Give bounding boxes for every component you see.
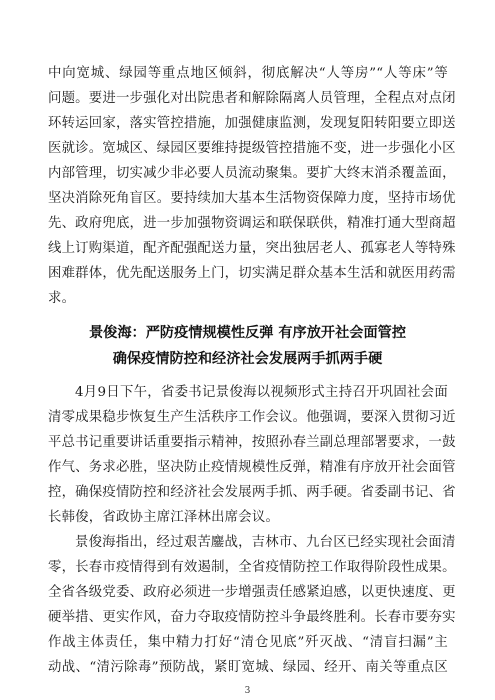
text-line: 先、政府兜底，进一步加强物资调运和联保联供，精准打通大型商超 bbox=[48, 216, 456, 231]
text-line: 景俊海指出，经过艰苦鏖战，吉林市、九台区已经实现社会面清 bbox=[75, 535, 456, 550]
text-line: 硬举措、更实作风，奋力夺取疫情防控斗争最终胜利。长春市要夯实 bbox=[48, 610, 456, 625]
text-line: 作战主体责任，集中精力打好“清仓见底”歼灭战、“清盲扫漏”主 bbox=[48, 635, 448, 650]
text-line: 求。 bbox=[48, 291, 76, 306]
text-line: 控，确保疫情防控和经济社会发展两手抓、两手硬。省委副书记、省 bbox=[48, 485, 456, 500]
text-line: 平总书记重要讲话重要指示精神，按照孙春兰副总理部署要求，一鼓 bbox=[48, 435, 456, 450]
text-line: 长韩俊，省政协主席江泽林出席会议。 bbox=[48, 510, 280, 525]
text-line: 作气、务求必胜，坚决防止疫情规模性反弹，精准有序放开社会面管 bbox=[48, 460, 456, 475]
text-line: 动战、“清污除毒”预防战，紧盯宽城、绿园、经开、南关等重点区 bbox=[48, 660, 448, 675]
text-line: 坚决消除死角盲区。要持续加大基本生活物资保障力度，坚持市场优 bbox=[48, 191, 456, 206]
text-line: 中向宽城、绿园等重点地区倾斜，彻底解决“人等房”“人等床”等 bbox=[48, 66, 448, 81]
text-line: 问题。要进一步强化对出院患者和解除隔离人员管理，全程点对点闭 bbox=[48, 91, 456, 106]
text-line: 线上订购渠道，配齐配强配送力量，突出独居老人、孤寡老人等特殊 bbox=[48, 241, 456, 256]
text-line: 困难群体，优先配送服务上门，切实满足群众基本生活和就医用药需 bbox=[48, 266, 456, 281]
headline-line-2: 确保疫情防控和经济社会发展两手抓两手硬 bbox=[112, 351, 383, 367]
text-line: 清零成果稳步恢复生产生活秩序工作会议。他强调，要深入贯彻习近 bbox=[48, 410, 456, 425]
text-line: 全省各级党委、政府必须进一步增强责任感紧迫感，以更快速度、更 bbox=[48, 585, 456, 600]
page-number: 3 bbox=[244, 686, 251, 696]
text-line: 医就诊。宽城区、绿园区要维持提级管控措施不变，进一步强化小区 bbox=[48, 141, 456, 156]
text-line: 内部管理，切实减少非必要人员流动聚集。要扩大终末消杀覆盖面， bbox=[48, 166, 456, 181]
text-line: 零，长春市疫情得到有效遏制，全省疫情防控工作取得阶段性成果。 bbox=[48, 560, 456, 575]
headline-line-1: 景俊海：严防疫情规模性反弹 有序放开社会面管控 bbox=[88, 325, 407, 341]
text-line: 4月9日下午，省委书记景俊海以视频形式主持召开巩固社会面 bbox=[75, 385, 448, 400]
text-line: 环转运回家，落实管控措施，加强健康监测，发现复阳转阳要立即送 bbox=[48, 116, 456, 131]
